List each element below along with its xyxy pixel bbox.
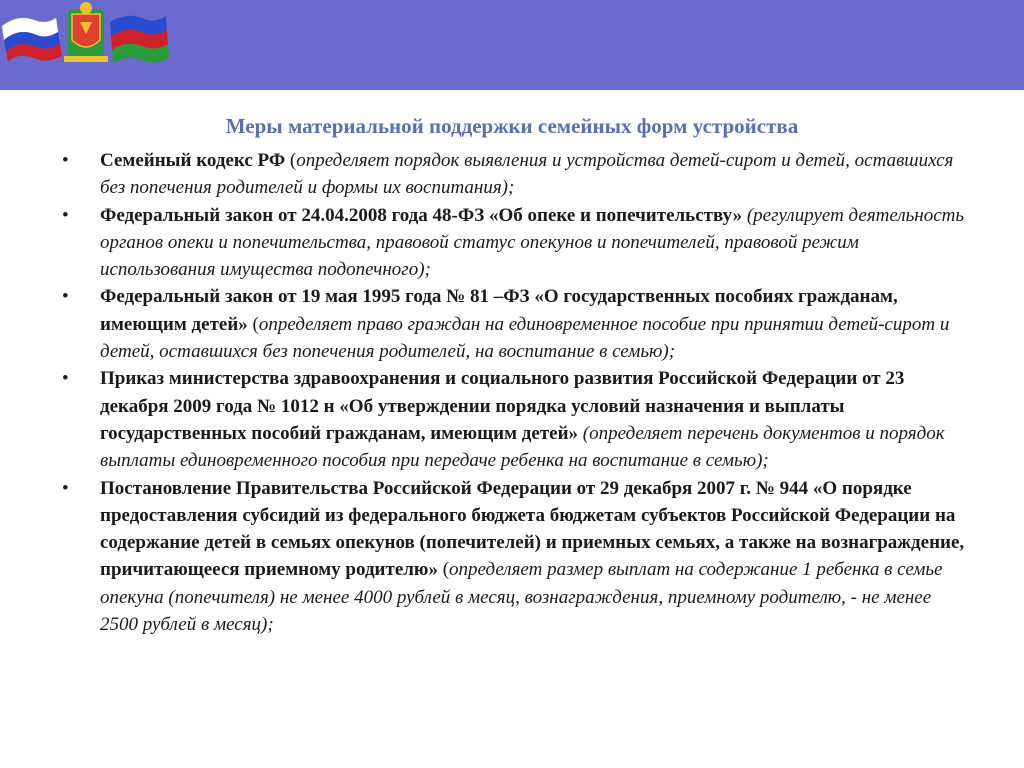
bullet: •	[62, 477, 69, 499]
item-title: Федеральный закон от 19 мая 1995 года № 81 –ФЗ «О государственных пособиях гражданам, имеющим детей»	[100, 286, 898, 335]
bullet: •	[62, 204, 69, 226]
list-item	[62, 365, 972, 474]
list-item	[62, 283, 972, 365]
list-item	[62, 475, 972, 639]
item-separator: (	[437, 559, 450, 581]
item-separator: (	[285, 150, 297, 171]
item-title: Семейный кодекс РФ	[100, 150, 286, 171]
item-description: определяет право граждан на единовременное пособие при принятии детей-сирот и детей, оставшихся без попечения родителей, на воспитание в семью);	[100, 313, 950, 363]
item-description: определяет размер выплат на содержание 1 ребенка в семье опекуна (попечителя) не менее 4000 рублей в месяц, вознаграждения, приемному родителю, - не менее 2500 рублей в месяц);	[100, 559, 943, 636]
slide-title: Меры материальной поддержки семейных форм устройства	[225, 114, 799, 138]
item-title: Постановление Правительства Российской Федерации от 29 декабря 2007 г. № 944 «О порядке предоставления субсидий из федерального бюджета бюджетам субъектов Российской Федерации на содержание детей в семьях опекунов (попечителей) и приемных семьях, а также на вознаграждение, причитающееся приемному родителю»	[100, 477, 965, 581]
list-item	[62, 202, 972, 284]
item-description: (регулирует деятельность органов опеки и попечительства, правовой статус опекунов и попечителей, правовой режим использования имущества подопечного);	[100, 204, 964, 281]
item-description: определяет порядок выявления и устройства детей-сирот и детей, оставшихся без попечения родителей и формы их воспитания);	[100, 150, 954, 199]
item-description: (определяет перечень документов и порядок выплаты единовременного пособия при передаче ребенка на воспитание в семью);	[100, 422, 945, 472]
bullet: •	[62, 368, 69, 390]
item-separator: (	[247, 313, 259, 335]
bullet: •	[62, 286, 69, 308]
item-title: Приказ министерства здравоохранения и социального развития Российской Федерации от 23 декабря 2009 года № 1012 н «Об утверждении порядка условий назначения и выплаты государственных пособий гражданам, имеющим детей»	[100, 368, 905, 444]
bullet: •	[62, 150, 69, 171]
legal-acts-list	[62, 147, 972, 638]
list-item	[62, 147, 972, 202]
item-title: Федеральный закон от 24.04.2008 года 48-ФЗ «Об опеке и попечительству»	[100, 204, 743, 226]
flags-and-coat-of-arms-icon	[0, 0, 175, 72]
